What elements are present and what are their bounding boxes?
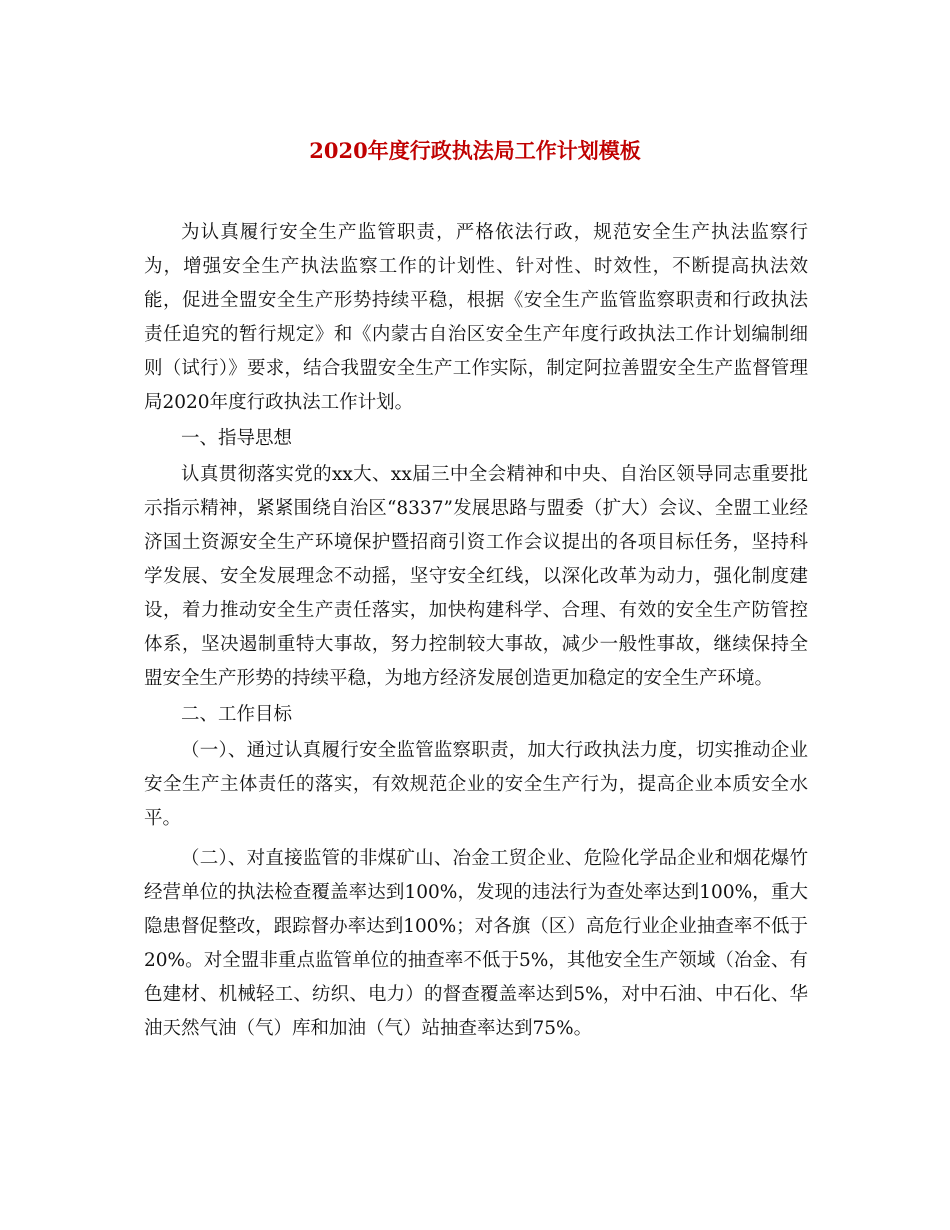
document-title: 2020年度行政执法局工作计划模板 [309,138,641,163]
goal-item-2: （二）、对直接监管的非煤矿山、冶金工贸企业、危险化学品企业和烟花爆竹经营单位的执法检查覆盖率达到100%，发现的违法行为查处率达到100%，重大隐患督促整改，跟踪督办率达到100%；对各旗（区）高危行业企业抽查率不低于20%。对全盟非重点监管单位的抽查率不低于5%，其他安全生产领域（冶金、有色建材、机械轻工、纺织、电力）的督查覆盖率达到5%，对中石油、中石化、华油天然气油（气）库和加油（气）站抽查率达到75%。 [144,848,808,1039]
goal-item-1: （一）、通过认真履行安全监管监察职责，加大行政执法力度，切实推动企业安全生产主体责任的落实，有效规范企业的安全生产行为，提高企业本质安全水平。 [144,740,808,829]
section-heading-work-goals: 二、工作目标 [181,704,293,725]
document-body [144,216,808,1046]
intro-paragraph: 为认真履行安全生产监管职责，严格依法行政，规范安全生产执法监察行为，增强安全生产执法监察工作的计划性、针对性、时效性，不断提高执法效能，促进全盟安全生产形势持续平稳，根据《安全生产监管监察职责和行政执法责任追究的暂行规定》和《内蒙古自治区安全生产年度行政执法工作计划编制细则（试行）》要求，结合我盟安全生产工作实际，制定阿拉善盟安全生产监督管理局2020年度行政执法工作计划。 [144,222,808,413]
guiding-ideology-paragraph: 认真贯彻落实党的xx大、xx届三中全会精神和中央、自治区领导同志重要批示指示精神，紧紧围绕自治区“8337”发展思路与盟委（扩大）会议、全盟工业经济国土资源安全生产环境保护暨招商引资工作会议提出的各项目标任务，坚持科学发展、安全发展理念不动摇，坚守安全红线，以深化改革为动力，强化制度建设，着力推动安全生产责任落实，加快构建科学、合理、有效的安全生产防管控体系，坚决遏制重特大事故，努力控制较大事故，减少一般性事故，继续保持全盟安全生产形势的持续平稳，为地方经济发展创造更加稳定的安全生产环境。 [144,464,808,689]
section-heading-guiding-ideology: 一、指导思想 [181,428,293,449]
